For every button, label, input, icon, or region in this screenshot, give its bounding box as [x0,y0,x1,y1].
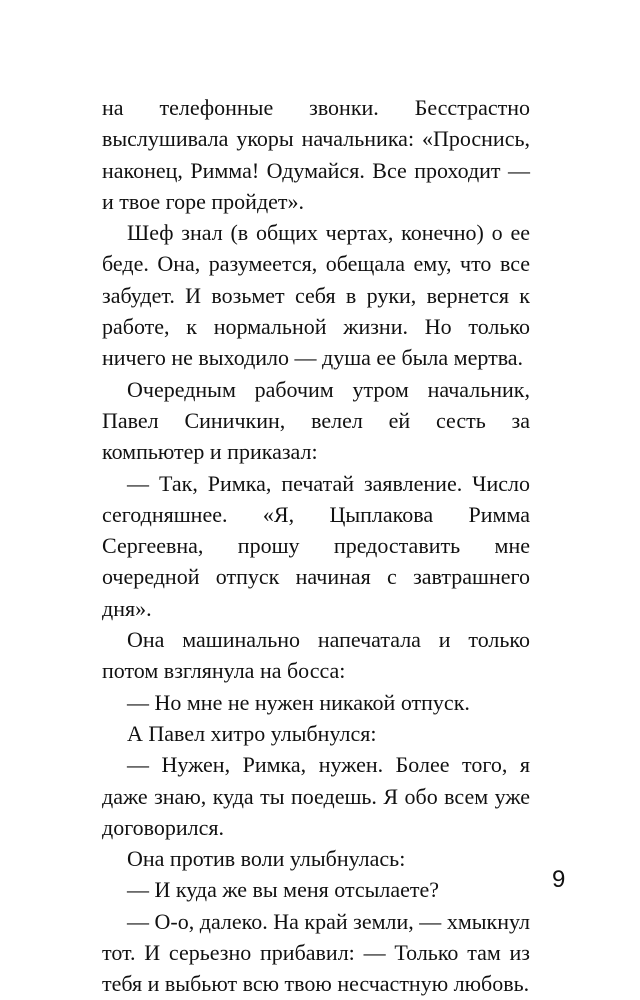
paragraph-9: Она против воли улыбнулась: [127,846,406,872]
page-number: 9 [552,866,566,893]
paragraph-5: Она машинально напечатала и только потом взглянула на босса: [102,627,530,684]
paragraph-7: А Павел хитро улыбнулся: [127,720,377,746]
paragraph-8: — Нужен, Римка, нужен. Более того, я даже знаю, куда ты поедешь. Я обо всем уже договорился. [102,752,530,840]
paragraph-11: — О-о, далеко. На край земли, — хмыкнул тот. И серьезно прибавил: — Только там из тебя и выбьют всю твою несчастную любовь. [102,908,530,997]
paragraph-2: Шеф знал (в общих чертах, конечно) о ее беде. Она, разумеется, обещала ему, что все забудет. И возьмет себя в руки, вернется к работе, к нормальной жизни. Но только ничего не выходило — душа ее была мертва. [102,220,530,371]
paragraph-1: на телефонные звонки. Бесстрастно выслушивала укоры начальника: «Проснись, наконец, Римма! Одумайся. Все проходит — и твое горе пройдет». [102,95,530,214]
paragraph-6: — Но мне не нужен никакой отпуск. [127,689,470,715]
paragraph-3: Очередным рабочим утром начальник, Павел Синичкин, велел ей сесть за компьютер и приказал: [102,376,530,465]
paragraph-4: — Так, Римка, печатай заявление. Число сегодняшнее. «Я, Цыплакова Римма Сергеевна, прошу предоставить мне очередной отпуск начиная с завтрашнего дня». [102,470,530,621]
body-text [102,92,530,1000]
paragraph-10: — И куда же вы меня отсылаете? [127,877,440,903]
